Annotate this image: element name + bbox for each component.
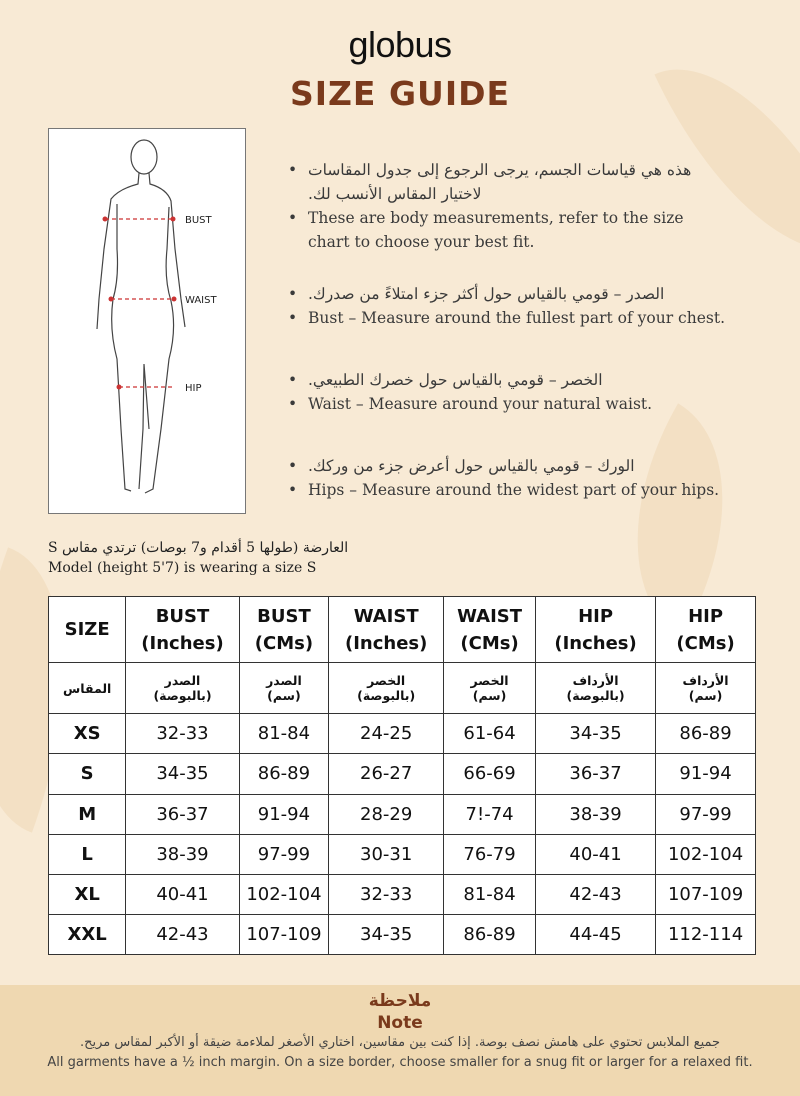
measurement-cell: 40-41 <box>536 834 656 874</box>
column-header-line: BUST <box>257 605 311 627</box>
measurement-cell: 34-35 <box>126 754 239 794</box>
measurement-cell: 66-69 <box>444 754 536 794</box>
waist-label: WAIST <box>185 295 217 306</box>
column-header-ar: الخصر (سم) <box>444 663 536 714</box>
measurement-cell: 36-37 <box>126 794 239 834</box>
measurement-cell: 26-27 <box>329 754 444 794</box>
measurement-cell: 81-84 <box>239 714 329 754</box>
column-header <box>656 597 756 663</box>
column-header-ar: الصدر (بالبوصة) <box>126 663 239 714</box>
note-section <box>0 985 800 1096</box>
size-cell: M <box>49 794 126 834</box>
note-title: Note <box>377 1013 423 1033</box>
measurement-cell: 86-89 <box>656 714 756 754</box>
column-header-ar: المقاس <box>49 663 126 714</box>
measurement-cell: 38-39 <box>126 834 239 874</box>
waist-instruction-ar: • الخصر – قومي بالقياس حول خصرك الطبيعي. <box>286 368 726 392</box>
column-header-ar: الصدر (سم) <box>239 663 329 714</box>
measurement-cell: 97-99 <box>656 794 756 834</box>
model-info-en: Model (height 5'7) is wearing a size S <box>48 560 317 576</box>
measurement-cell: 32-33 <box>126 714 239 754</box>
column-header <box>536 597 656 663</box>
model-info-ar: العارضة (طولها 5 أقدام و7 بوصات) ترتدي مقاس S <box>48 540 349 556</box>
column-header-line: (Inches) <box>141 632 224 654</box>
page-title: SIZE GUIDE <box>289 74 511 113</box>
measurement-cell: 91-94 <box>239 794 329 834</box>
table-row <box>49 714 756 754</box>
note-text: All garments have a ½ inch margin. On a size border, choose smaller for a snug fit or larger for a relaxed fit. <box>47 1055 753 1070</box>
measurement-cell: 40-41 <box>126 874 239 914</box>
measurement-cell: 81-84 <box>444 874 536 914</box>
measurement-cell: 76-79 <box>444 834 536 874</box>
measurement-cell: 38-39 <box>536 794 656 834</box>
column-header-line: BUST <box>155 605 210 627</box>
measurement-cell: 97-99 <box>239 834 329 874</box>
column-header <box>126 597 239 663</box>
measurement-cell: 107-109 <box>656 874 756 914</box>
hip-label: HIP <box>185 383 202 394</box>
size-cell: XL <box>49 874 126 914</box>
measurement-cell: 42-43 <box>536 874 656 914</box>
measurement-cell: 30-31 <box>329 834 444 874</box>
bust-instruction-en: • Bust – Measure around the fullest part of your chest. <box>286 306 726 330</box>
instruction-en: • These are body measurements, refer to the size chart to choose your best fit. <box>286 206 726 254</box>
measurement-cell: 42-43 <box>126 914 239 954</box>
column-header <box>444 597 536 663</box>
column-header-line: HIP <box>688 605 724 627</box>
size-cell: XS <box>49 714 126 754</box>
measurement-cell: 86-89 <box>444 914 536 954</box>
measurement-cell: 24-25 <box>329 714 444 754</box>
measurement-cell: 34-35 <box>329 914 444 954</box>
column-header-line: (Inches) <box>554 632 637 654</box>
brand-logo: globus <box>348 24 452 65</box>
waist-instruction-en: • Waist – Measure around your natural waist. <box>286 392 726 416</box>
bust-label: BUST <box>185 215 212 226</box>
table-row <box>49 794 756 834</box>
measurement-cell: 102-104 <box>239 874 329 914</box>
table-row <box>49 874 756 914</box>
column-header-line: WAIST <box>353 605 419 627</box>
column-header-line: SIZE <box>64 619 110 641</box>
size-cell: L <box>49 834 126 874</box>
measurement-cell: 86-89 <box>239 754 329 794</box>
table-row <box>49 834 756 874</box>
column-header-ar: الأرداف (بالبوصة) <box>536 663 656 714</box>
measurement-cell: 102-104 <box>656 834 756 874</box>
measurement-cell: 107-109 <box>239 914 329 954</box>
table-header-row <box>49 597 756 663</box>
column-header-line: (CMs) <box>254 632 314 654</box>
note-title-ar: ملاحظة <box>368 991 432 1011</box>
hip-instruction-en: • Hips – Measure around the widest part of your hips. <box>286 478 726 502</box>
model-info <box>48 538 348 578</box>
size-chart-table <box>48 596 756 955</box>
measurement-cell: 32-33 <box>329 874 444 914</box>
column-header <box>239 597 329 663</box>
measurement-cell: 34-35 <box>536 714 656 754</box>
column-header-ar: الأرداف (سم) <box>656 663 756 714</box>
measurement-cell: 36-37 <box>536 754 656 794</box>
column-header <box>329 597 444 663</box>
bust-instruction-ar: • الصدر – قومي بالقياس حول أكثر جزء امتلاءً من صدرك. <box>286 282 726 306</box>
column-header-line: (Inches) <box>344 632 428 654</box>
body-measurement-figure <box>48 128 246 514</box>
column-header-line: (CMs) <box>460 632 519 654</box>
column-header-line: (CMs) <box>676 632 735 654</box>
column-header-line: WAIST <box>457 605 523 627</box>
measurement-cell: 44-45 <box>536 914 656 954</box>
measurement-instructions <box>286 158 726 532</box>
body-silhouette-icon <box>49 129 247 515</box>
size-cell: S <box>49 754 126 794</box>
hip-instruction-ar: • الورك – قومي بالقياس حول أعرض جزء من وركك. <box>286 454 726 478</box>
table-header-ar-row <box>49 663 756 714</box>
measurement-cell: 7!-74 <box>444 794 536 834</box>
size-cell: XXL <box>49 914 126 954</box>
column-header-ar: الخصر (بالبوصة) <box>329 663 444 714</box>
instruction-ar: • هذه هي قياسات الجسم، يرجى الرجوع إلى جدول المقاسات لاختيار المقاس الأنسب لك. <box>286 158 726 206</box>
measurement-cell: 28-29 <box>329 794 444 834</box>
note-text-ar: جميع الملابس تحتوي على هامش نصف بوصة. إذا كنت بين مقاسين، اختاري الأصغر لملاءمة ضيقة أو الأكبر لمقاس مريح. <box>79 1035 721 1050</box>
table-row <box>49 754 756 794</box>
column-header-line: HIP <box>578 605 614 627</box>
measurement-cell: 112-114 <box>656 914 756 954</box>
measurement-cell: 91-94 <box>656 754 756 794</box>
table-row <box>49 914 756 954</box>
measurement-cell: 61-64 <box>444 714 536 754</box>
column-header <box>49 597 126 663</box>
